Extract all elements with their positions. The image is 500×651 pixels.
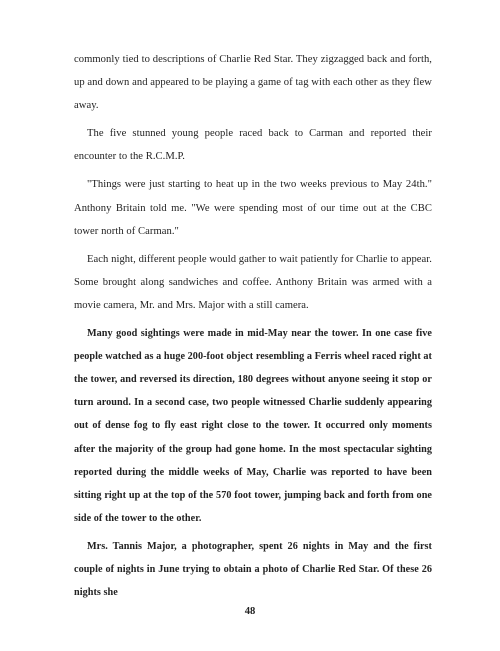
paragraph-2: The five stunned young people raced back to Carman and reported their encounter to the R.C.M.P. — [74, 128, 432, 163]
paragraph-3: "Things were just starting to heat up in the two weeks previous to May 24th." Anthony Britain told me. "We were spending most of our time out at the CBC tower north of Carman." — [74, 179, 432, 237]
paragraph-1: commonly tied to descriptions of Charlie Red Star. They zigzagged back and forth, up and down and appeared to be playing a game of tag with each other as they flew away. — [74, 54, 432, 112]
body-text — [74, 48, 432, 609]
page-number: 48 — [244, 606, 256, 617]
paragraph-4: Each night, different people would gather to wait patiently for Charlie to appear. Some brought along sandwiches and coffee. Anthony Britain was armed with a movie camera, Mr. and Mrs. Major with a still camera. — [74, 253, 432, 311]
paragraph-5: Many good sightings were made in mid-May near the tower. In one case five people watched as a huge 200-foot object resembling a Ferris wheel raced right at the tower, and reversed its direction, 180 degrees without anyone seeing it stop or turn around. In a second case, two people witnessed Charlie suddenly appearing out of dense fog to fly east right close to the tower. It occurred only moments after the majority of the group had gone home. In the most spectacular sighting reported during the middle weeks of May, Charlie was reported to have been sitting right up at the top of the 570 foot tower, jumping back and forth from one side of the tower to the other. — [74, 328, 432, 524]
paragraph-6: Mrs. Tannis Major, a photographer, spent 26 nights in May and the first couple of nights in June trying to obtain a photo of Charlie Red Star. Of these 26 nights she — [74, 540, 432, 599]
